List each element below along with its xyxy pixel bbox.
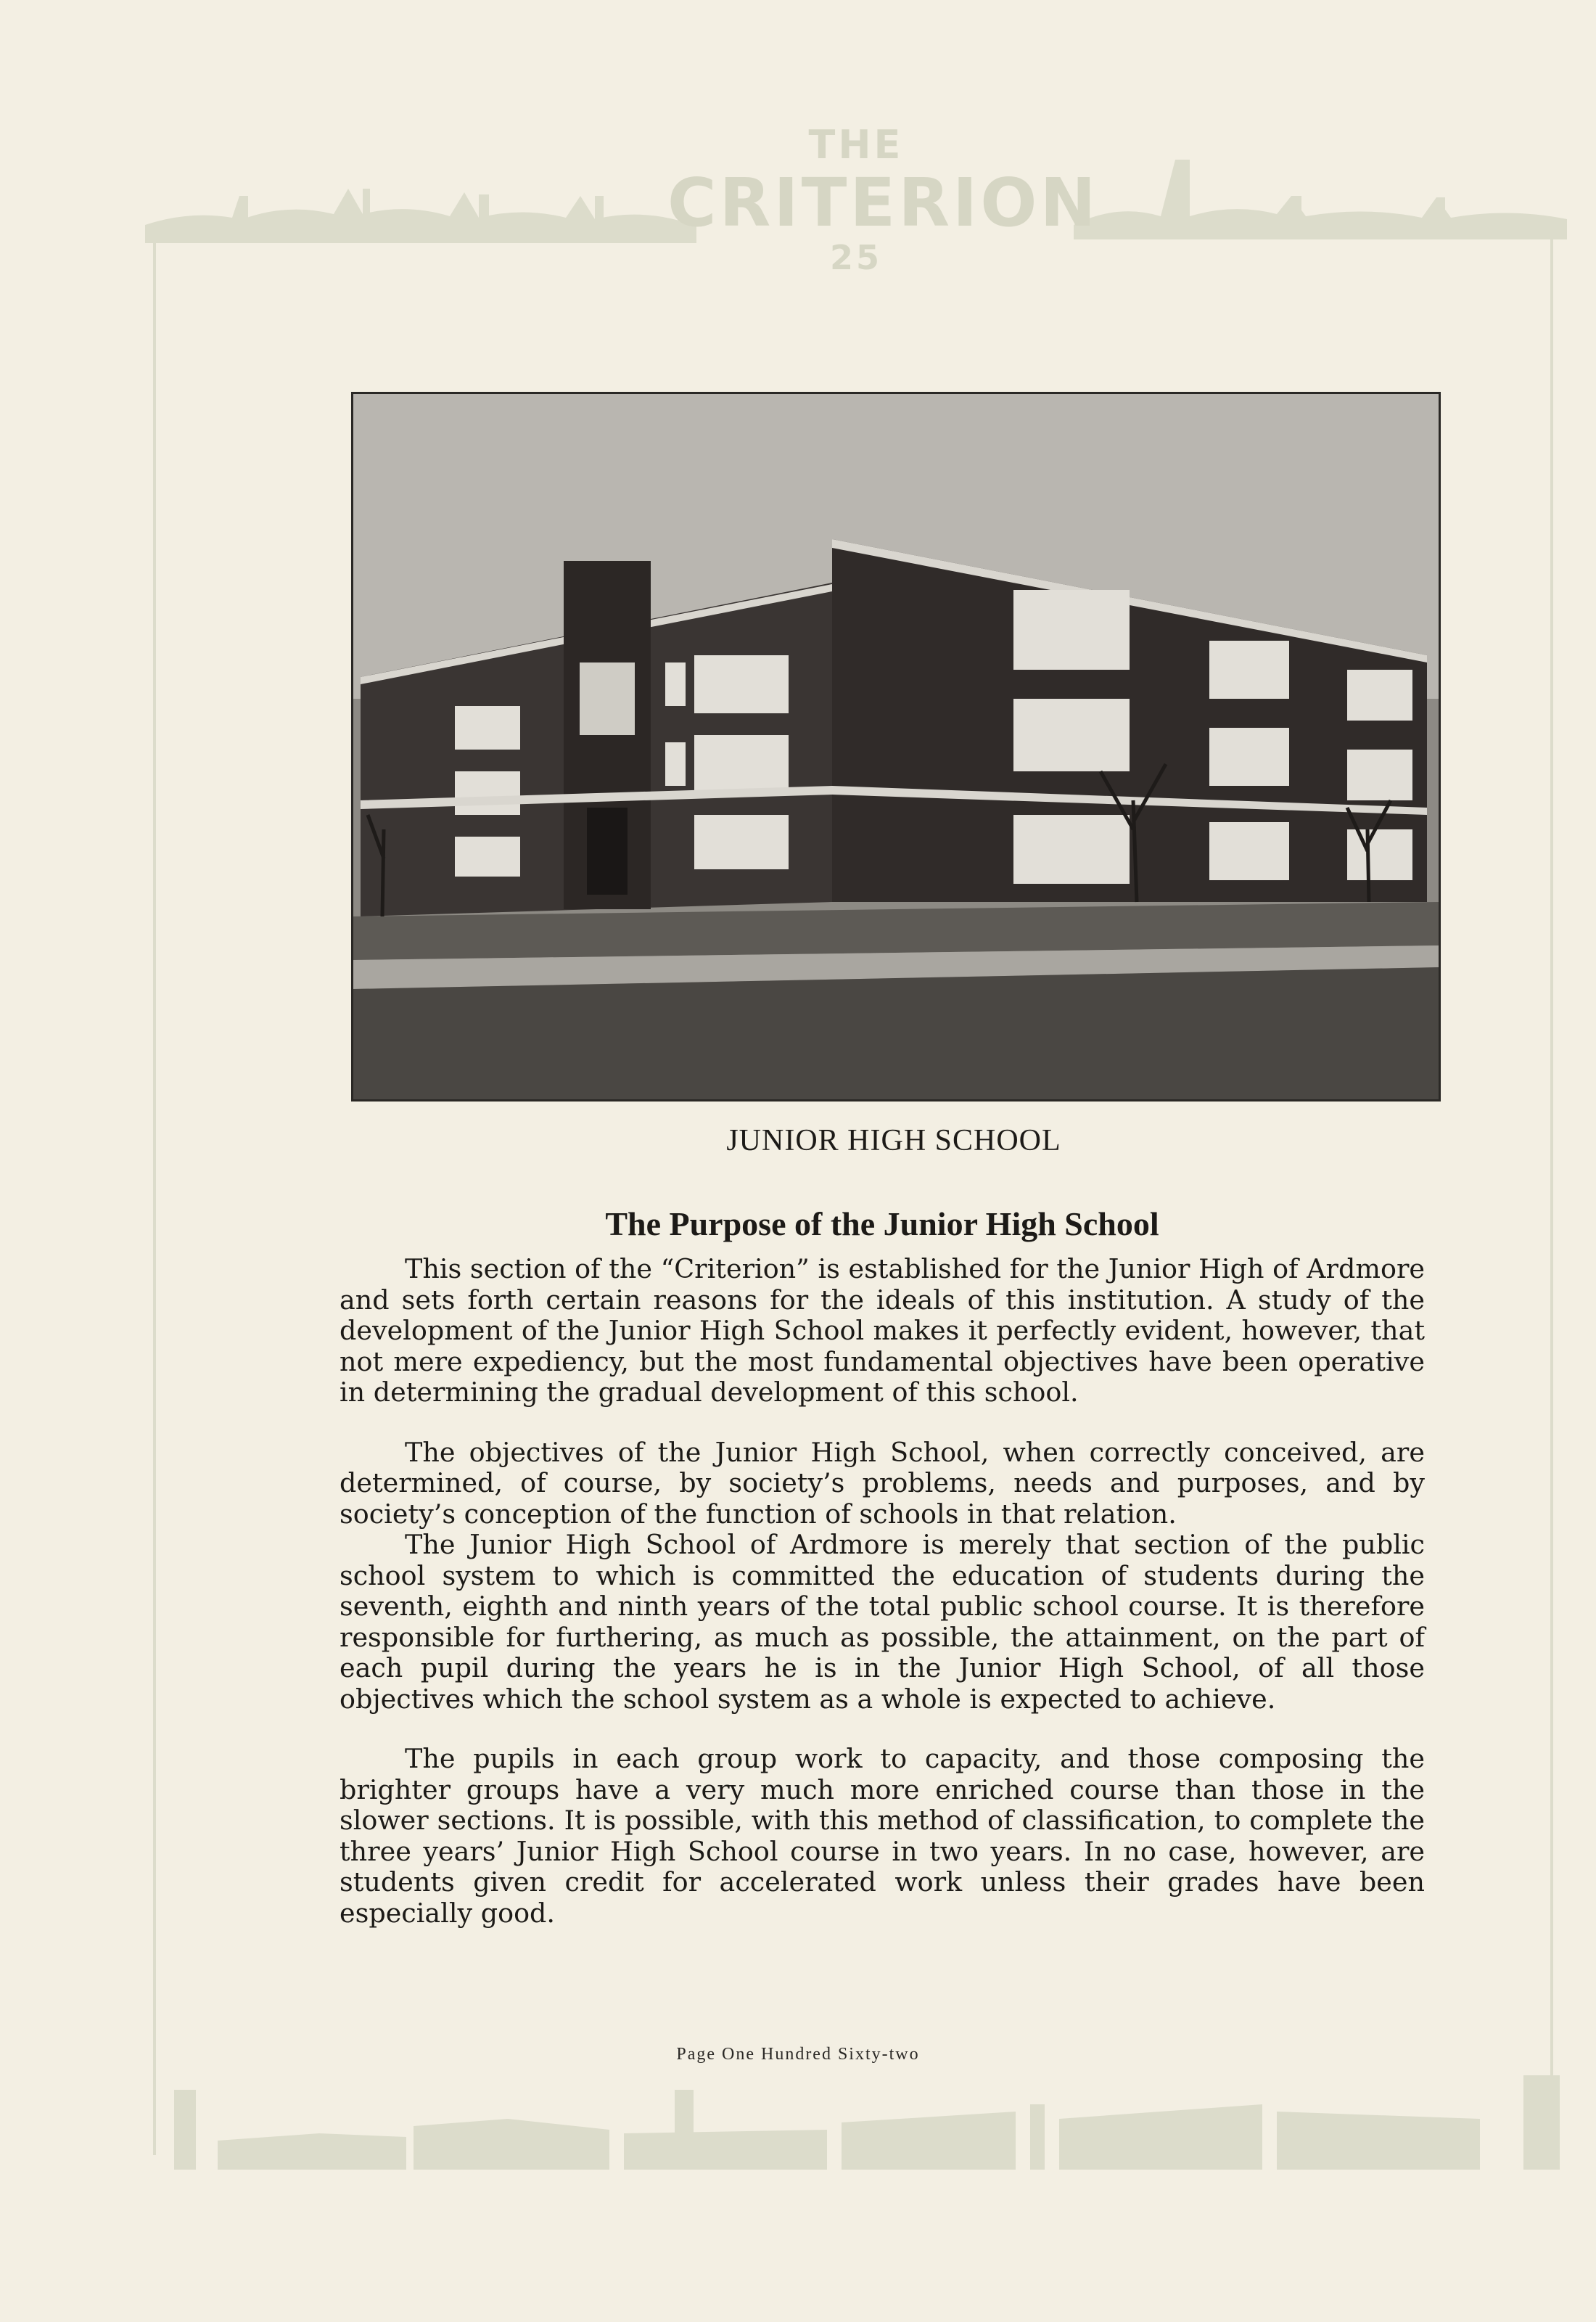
page-number: Page One Hundred Sixty-two <box>676 2045 920 2064</box>
section-title: The Purpose of the Junior High School <box>605 1205 1159 1242</box>
paragraph-1: This section of the “Criterion” is established for the Junior High of Ardmore and sets forth certain reasons for the ideals of this institution. A study of the development of the Junior High School makes it perfectly evident, however, that not mere expediency, but the most fundamental objectives have been operative in determining the gradual development of this school. <box>340 1253 1425 1408</box>
photo-caption: JUNIOR HIGH SCHOOL <box>726 1124 1061 1157</box>
school-building-image <box>353 394 1439 1099</box>
school-photograph <box>351 392 1441 1101</box>
header-wordmark <box>667 122 1099 277</box>
paragraph-3: The Junior High School of Ardmore is merely that section of the public school system to which is committed the education of students during the seventh, eighth and ninth years of the total public school course. It is therefore responsible for furthering, as much as possible, the attainment, on the part of each pupil during the years he is in the Junior High School, of all those objectives which the school system as a whole is expected to achieve. <box>340 1529 1425 1715</box>
body-text <box>340 1254 1425 1929</box>
header-year: 25 <box>829 238 882 277</box>
paragraph-4: The pupils in each group work to capacity, and those composing the brighter groups have a very much more enriched course than those in the slower sections. It is possible, with this method of classification, to complete the three years’ Junior High School course in two years. In no case, however, are students given credit for accelerated work unless their grades have been especially good. <box>340 1743 1425 1929</box>
left-border-line <box>151 239 158 2155</box>
header-name: CRITERION <box>667 164 1099 242</box>
paragraph-2: The objectives of the Junior High School, when correctly conceived, are determined, of course, by society’s problems, needs and purposes, and by society’s conception of the function of schools in that relation. <box>340 1436 1425 1530</box>
header-the: THE <box>808 122 904 168</box>
right-border-line <box>1548 239 1555 2155</box>
footer-buildings-art <box>174 2061 1567 2170</box>
